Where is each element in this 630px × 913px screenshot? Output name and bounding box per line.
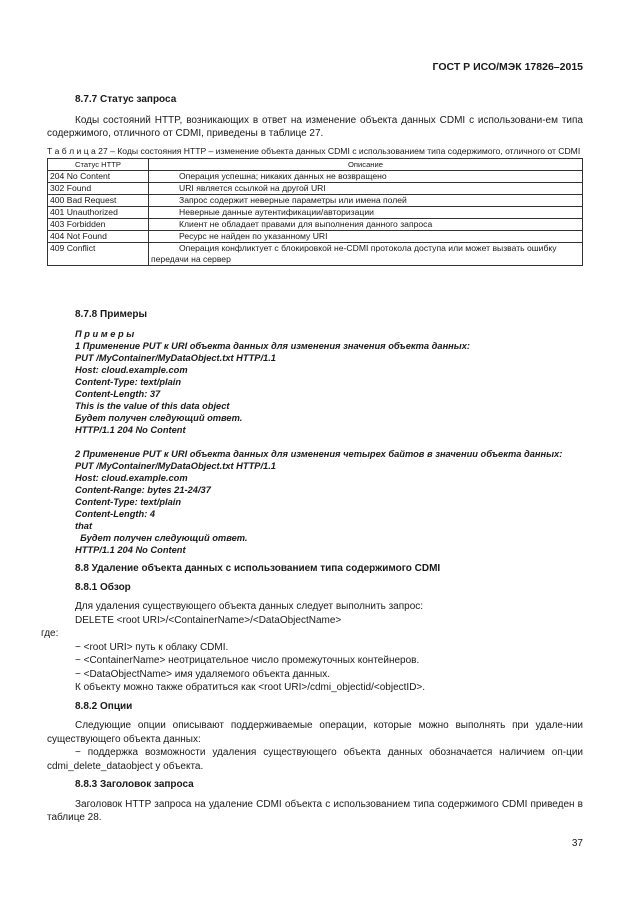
subsection-heading: 8.8.3 Заголовок запроса <box>75 779 194 790</box>
table-row <box>48 242 583 265</box>
example-line: Content-Type: text/plain <box>75 496 182 507</box>
table-row <box>48 170 583 182</box>
section-heading: 8.7.8 Примеры <box>75 309 148 320</box>
paragraph: − поддержка возможности удаления существующего объекта данных обозначается наличием оп-ции cdmi_delete_dataobject у объекта. <box>47 747 583 772</box>
status-description: Операция успешна; никаких данных не возвращено <box>149 170 583 182</box>
examples-block <box>47 328 583 556</box>
example-line: Будет получен следующий ответ. <box>75 412 243 423</box>
status-description: Ресурс не найден по указанному URI <box>149 230 583 242</box>
example-line: Host: cloud.example.com <box>75 364 188 375</box>
example-line: This is the value of this data object <box>75 400 230 411</box>
list-item: − <DataObjectName> имя удаляемого объекта данных. <box>75 668 330 680</box>
examples-label: П р и м е р ы <box>75 328 135 339</box>
where-label: где: <box>41 628 59 639</box>
paragraph: Для удаления существующего объекта данных следует выполнить запрос: <box>75 601 424 612</box>
table-row <box>48 194 583 206</box>
subsection-heading: 8.8.1 Обзор <box>75 581 131 593</box>
example-line: Content-Length: 4 <box>75 508 156 519</box>
status-code: 400 Bad Request <box>48 194 149 206</box>
status-code: 404 Not Found <box>48 230 149 242</box>
status-code: 302 Found <box>48 182 149 194</box>
document-header: ГОСТ Р ИСО/МЭК 17826–2015 <box>432 61 583 73</box>
request-line: DELETE <root URI>/<ContainerName>/<DataObjectName> <box>75 614 342 626</box>
table-caption-text: 27 – Коды состояния HTTP – изменение объекта данных CDMI с использованием типа содержимого, отличного от CDMI <box>95 145 581 156</box>
table-row <box>48 230 583 242</box>
paragraph: Коды состояний HTTP, возникающих в ответ на изменение объекта данных CDMI с использовани-ем типа содержимого, отличного от CDMI, приведены в таблице 27. <box>47 114 583 139</box>
table-row <box>48 206 583 218</box>
section-heading: 8.8 Удаление объекта данных с использованием типа содержимого CDMI <box>75 563 441 574</box>
status-description: Операция конфликтует с блокировкой не-CDMI протокола доступа или может вызвать ошибку передачи на сервер <box>149 242 583 265</box>
status-code: 409 Conflict <box>48 242 149 265</box>
column-header-status: Статус HTTP <box>48 158 149 170</box>
example-line: Content-Type: text/plain <box>75 376 182 387</box>
paragraph: К объекту можно также обратиться как <root URI>/cdmi_objectid/<objectID>. <box>75 682 426 693</box>
section-heading: 8.7.7 Статус запроса <box>75 94 177 105</box>
table-row <box>48 218 583 230</box>
status-description: Неверные данные аутентификации/авторизации <box>149 206 583 218</box>
status-code: 204 No Content <box>48 170 149 182</box>
table-caption-lead: Т а б л и ц а <box>47 145 96 156</box>
section-8-7-7 <box>47 93 583 266</box>
example-line: HTTP/1.1 204 No Content <box>75 424 186 435</box>
status-code: 401 Unauthorized <box>48 206 149 218</box>
column-header-description: Описание <box>149 158 583 170</box>
example-line: Будет получен следующий ответ. <box>75 532 248 543</box>
paragraph: Следующие опции описывают поддерживаемые операции, которые можно выполнять при удале-нии существующего объекта данных: <box>47 720 583 745</box>
example-line: PUT /MyContainer/MyDataObject.txt HTTP/1.1 <box>75 460 276 471</box>
list-item: − <ContainerName> неотрицательное число промежуточных контейнеров. <box>75 655 420 666</box>
page-number: 37 <box>571 838 583 849</box>
example-line: HTTP/1.1 204 No Content <box>75 544 186 555</box>
subsection-heading: 8.8.2 Опции <box>75 700 133 712</box>
paragraph: Заголовок HTTP запроса на удаление CDMI объекта с использованием типа содержимого CDMI приведен в таблице 28. <box>47 798 583 823</box>
table-row <box>48 182 583 194</box>
status-code: 403 Forbidden <box>48 218 149 230</box>
example-line: that <box>75 520 93 531</box>
status-description: Клиент не обладает правами для выполнения данного запроса <box>149 218 583 230</box>
example-line: Content-Length: 37 <box>75 388 161 399</box>
example-line: Content-Range: bytes 21-24/37 <box>75 484 211 495</box>
table-caption <box>47 146 583 157</box>
example-line: 2 Применение PUT к URI объекта данных для изменения четырех байтов в значении объекта данных: <box>75 448 563 459</box>
example-line: PUT /MyContainer/MyDataObject.txt HTTP/1.1 <box>75 352 276 363</box>
table-header-row <box>48 158 583 170</box>
example-line: 1 Применение PUT к URI объекта данных для изменения значения объекта данных: <box>75 340 471 351</box>
section-8-7-8 <box>47 308 583 556</box>
section-8-8 <box>41 562 583 825</box>
status-description: Запрос содержит неверные параметры или имена полей <box>149 194 583 206</box>
status-description: URI является ссылкой на другой URI <box>149 182 583 194</box>
status-table <box>47 158 583 266</box>
list-item: − <root URI> путь к облаку CDMI. <box>75 641 229 653</box>
example-line: Host: cloud.example.com <box>75 472 188 483</box>
